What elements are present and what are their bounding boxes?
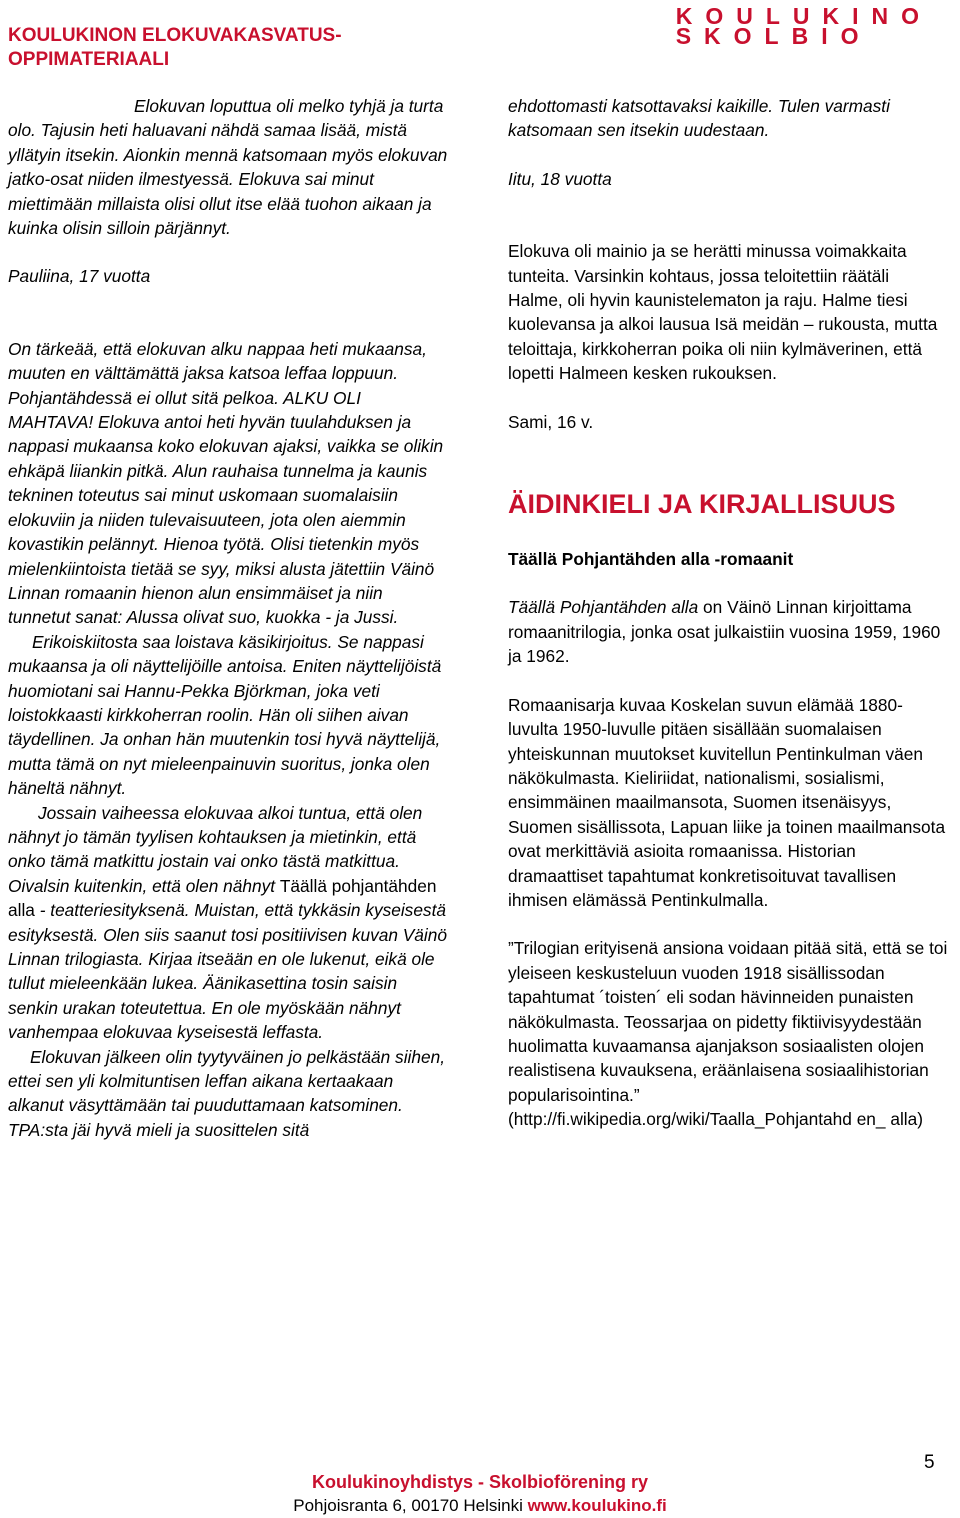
footer-website-link[interactable]: www.koulukino.fi — [527, 1496, 667, 1515]
section-heading: ÄIDINKIELI JA KIRJALLISUUS — [508, 489, 896, 520]
left-column — [8, 94, 448, 1142]
body-text: on Väinö Linnan kirjoittama romaanitrilogia, jonka osat julkaistiin vuosina 1959, 1960 ja 1962. — [508, 597, 941, 667]
subsection-heading: Täällä Pohjantähden alla -romaanit — [508, 549, 794, 570]
review-paragraph — [8, 801, 448, 1045]
review-text: - teatteriesityksenä. Muistan, että tykkäsin kyseisestä esityksestä. Olen siis saanut tosi positiivisen kuvan Väinö Linnan trilogiasta. Kirjaa itseään en ole lukenut, eikä ole tullut mieleenkään lukea. Äänikasettina tosin saisin senkin urakan toteutettua. En ole myöskään nähnyt vanhempaa elokuvaa kyseisestä leffasta. — [8, 900, 447, 1043]
review-text: Jossain vaiheessa elokuvaa alkoi tuntua, että olen nähnyt jo tämän tyylisen kohtauksen ja mietinkin, että onko tämä matkittu jostain vai onko tästä matkittua. Oivalsin kuitenkin, että olen nähnyt — [8, 802, 423, 896]
body-paragraph — [508, 595, 948, 668]
review-paragraph: On tärkeää, että elokuvan alku nappaa heti mukaansa, muuten en välttämättä jaksa katsoa leffaa loppuun. Pohjantähdessä ei ollut sitä pelkoa. ALKU OLI MAHTAVA! Elokuva antoi heti hyvän tuulahduksen ja nappasi mukaansa koko elokuvan ajaksi, vaikka se olikin ehkäpä liiankin pitkä. Alun rauhaisa tunnelma ja kaunis tekninen toteutus sai minut uskomaan suomalaisiin elokuviin ja niiden tulevaisuuteen, jota olen aiemmin kovastikin pelännyt. Hienoa työtä. Olisi tietenkin myös mielenkiintoista tietää se syy, miksi alusta jätettiin Väinö Linnan romaanin hienon alun ensimmäiset ja niin tunnetut sanat: Alussa olivat suo, kuokka - ja Jussi. — [8, 338, 444, 628]
review-paragraph: Elokuva oli mainio ja se herätti minussa voimakkaita tunteita. Varsinkin kohtaus, jossa teloitettiin räätäli Halme, oli hyvin kaunistelematon ja raju. Halme tiesi kuolevansa ja alkoi lausua Isä meidän – rukousta, mutta teloittaja, kirkkoherran poika oli niin kylmäverinen, että lopetti Halmeen kesken rukouksen. — [508, 241, 938, 384]
review-paragraph: ehdottomasti katsottavaksi kaikille. Tulen varmasti katsomaan sen itsekin uudestaan. — [508, 96, 890, 141]
quote-paragraph: ”Trilogian erityisenä ansiona voidaan pitää sitä, että se toi yleiseen keskusteluun vuoden 1918 sisällissodan tapahtumat ´toisten´ eli sodan hävinneiden punaisten näkökulmasta. Teossarjaa on pidetty fiktiivisyydestään huolimatta kuvaamansa ajanjakson sosiaalisten olojen realistisena kuvauksena, eräänlaisena sosiaalihistorian popularisointina.” (http://fi.wikipedia.org/wiki/Taalla_Pohjantahd en_ alla) — [508, 938, 948, 1130]
koulukino-logo — [675, 3, 932, 49]
footer-address: Pohjoisranta 6, 00170 Helsinki — [293, 1496, 528, 1515]
reviewer-signature: Iitu, 18 vuotta — [508, 168, 612, 189]
work-title: Täällä pohjantähden alla — [8, 875, 437, 921]
footer-organization: Koulukinoyhdistys - Skolbioförening ry — [311, 1472, 649, 1492]
footer-contact — [0, 1496, 960, 1516]
body-paragraph: Romaanisarja kuvaa Koskelan suvun elämää 1880-luvulta 1950-luvulle pitäen sisällään suomalaisen yhteiskunnan muutokset kuvitellun Pentinkulman väen näkökulmasta. Kieliriidat, nationalismi, sosialismi, ensimmäinen maailmansota, Suomen itsenäisyys, Suomen sisällissota, Lapuan liike ja toinen maailmansota ovat merkittäviä asioita romaanissa. Historian dramaattiset tapahtumat konkretisoituvat tavallisen ihmisen elämässä Pentinkulmalla. — [508, 694, 946, 910]
document-header-title: KOULUKINON ELOKUVAKASVATUS-OPPIMATERIAALI — [8, 25, 342, 70]
work-title: Täällä Pohjantähden alla — [508, 597, 699, 618]
reviewer-signature: Pauliina, 17 vuotta — [8, 266, 151, 287]
logo-line-1: KOULUKINO — [675, 3, 932, 29]
logo-line-2: SKOLBIO — [675, 23, 872, 49]
right-column — [508, 94, 948, 1132]
review-paragraph: Elokuvan jälkeen olin tyytyväinen jo pelkästään siihen, ettei sen yli kolmituntisen leffan aikana kertaakaan alkanut väsyttämään tai puuduttamaan katsominen. TPA:sta jäi hyvä mieli ja suosittelen sitä — [8, 1046, 446, 1140]
reviewer-signature: Sami, 16 v. — [508, 411, 594, 432]
page-number: 5 — [924, 1452, 935, 1473]
review-paragraph: Elokuvan loputtua oli melko tyhjä ja turta olo. Tajusin heti haluavani nähdä samaa lisää, mistä yllätyin itsekin. Aionkin mennä katsomaan myös elokuvan jatko-osat niiden ilmestyessä. Elokuva sai minut miettimään millaista olisi ollut itse elää tuohon aikaan ja kuinka olisin silloin pärjännyt. — [8, 96, 448, 239]
review-paragraph: Erikoiskiitosta saa loistava käsikirjoitus. Se nappasi mukaansa ja oli näyttelijöille antoisa. Eniten näyttelijöistä huomiotani sai Hannu-Pekka Björkman, joka veti loistokkaasti kirkkoherran roolin. Hän oli siihen aivan täydellinen. Ja onhan hän muutenkin tosi hyvä näyttelijä, mutta tämä on nyt mieleenpainuvin suoritus, jonka olen häneltä nähnyt. — [8, 631, 442, 799]
